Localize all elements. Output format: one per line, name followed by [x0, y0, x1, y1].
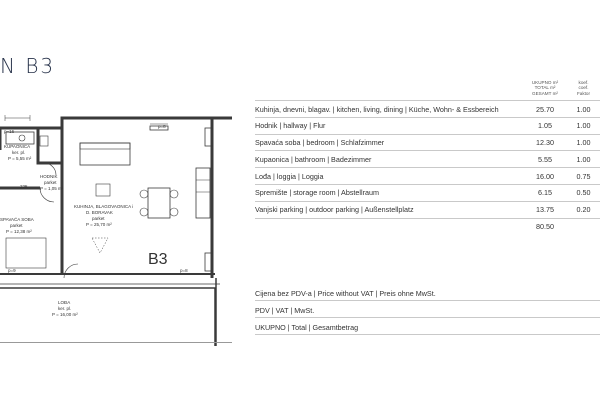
dim-label: p=8	[158, 124, 166, 129]
table-row: Hodnik | hallway | Flur 1.05 1.00	[255, 117, 600, 134]
room-floor-hallway: parket	[44, 180, 57, 185]
table-row: Kupaonica | bathroom | Badezimmer 5.55 1.00	[255, 150, 600, 167]
room-area-kitchen: P = 25,70 m²	[86, 222, 112, 227]
room-floor-kitchen: parket	[92, 216, 105, 221]
room-name-hallway: HODNIK	[40, 174, 58, 179]
table-row: Spavaća soba | bedroom | Schlafzimmer 12.30 1.00	[255, 134, 600, 151]
room-name-loggia: LOĐA	[58, 300, 71, 305]
bed	[6, 238, 46, 268]
wall-outer	[0, 118, 232, 128]
price-row: Cijena bez PDV-a | Price without VAT | Preis ohne MwSt.	[255, 284, 600, 301]
room-name-kitchen-2: D. BORAVAK	[86, 210, 113, 215]
kitchen-counter	[196, 168, 210, 218]
table-header	[255, 78, 600, 100]
table-row: Vanjski parking | outdoor parking | Außenstellplatz 13.75 0.20	[255, 201, 600, 218]
coffee-table	[96, 184, 110, 196]
room-area-bathroom: P = 5,55 m²	[8, 156, 32, 161]
dim-label: p=9	[8, 268, 16, 273]
loggia-edge	[0, 288, 215, 346]
chair	[170, 208, 178, 216]
door-swing	[64, 264, 78, 278]
room-name-kitchen: KUHINJA, BLAGOVAONICA i	[74, 204, 134, 209]
dining-table	[148, 188, 170, 218]
page-title: N B3	[0, 54, 56, 78]
room-floor-bathroom: ker. pl.	[12, 150, 26, 155]
toilet	[40, 136, 48, 146]
table-row: Lođa | loggia | Loggia 16.00 0.75	[255, 167, 600, 184]
room-name-bathroom: KUPAONICA	[4, 144, 31, 149]
dim-label: 225	[20, 184, 28, 189]
table-row: Spremište | storage room | Abstellraum 6.15 0.50	[255, 184, 600, 201]
total-area: 80.50	[536, 222, 554, 232]
room-name-bedroom: SPAVAĆA SOBA	[0, 217, 34, 222]
room-floor-loggia: ker. pl.	[58, 306, 72, 311]
unit-label: B3	[148, 251, 168, 268]
washbasin-icon	[19, 135, 25, 141]
floor-plan	[0, 88, 232, 348]
chair	[140, 190, 148, 198]
dim-label: p=8	[180, 268, 188, 273]
table-total-row	[255, 218, 600, 259]
price-row: PDV | VAT | MwSt.	[255, 301, 600, 318]
tv-stand	[92, 238, 108, 253]
sofa-back	[80, 143, 130, 149]
chair	[170, 190, 178, 198]
room-area-bedroom: P = 12,38 m²	[6, 229, 32, 234]
room-area-hallway: P = 1,05 m²	[40, 186, 64, 191]
room-floor-bedroom: parket	[10, 223, 23, 228]
sofa	[80, 143, 130, 165]
plan-bottom-rule	[0, 342, 232, 343]
area-table	[255, 78, 600, 259]
chair	[140, 208, 148, 216]
room-area-loggia: P = 16,00 m²	[52, 312, 78, 317]
price-section	[255, 284, 600, 335]
dim-label: p=16	[4, 129, 15, 134]
table-row: Kuhinja, dnevni, blagav. | kitchen, living, dining | Küche, Wohn- & Essbereich 25.70 1.00	[255, 100, 600, 117]
header-factor: koef. coef. Faktor	[576, 80, 591, 96]
price-row: UKUPNO | Total | Gesamtbetrag	[255, 318, 600, 335]
header-total-area: UKUPNO m² TOTAL m² GESAMT m²	[531, 80, 559, 96]
